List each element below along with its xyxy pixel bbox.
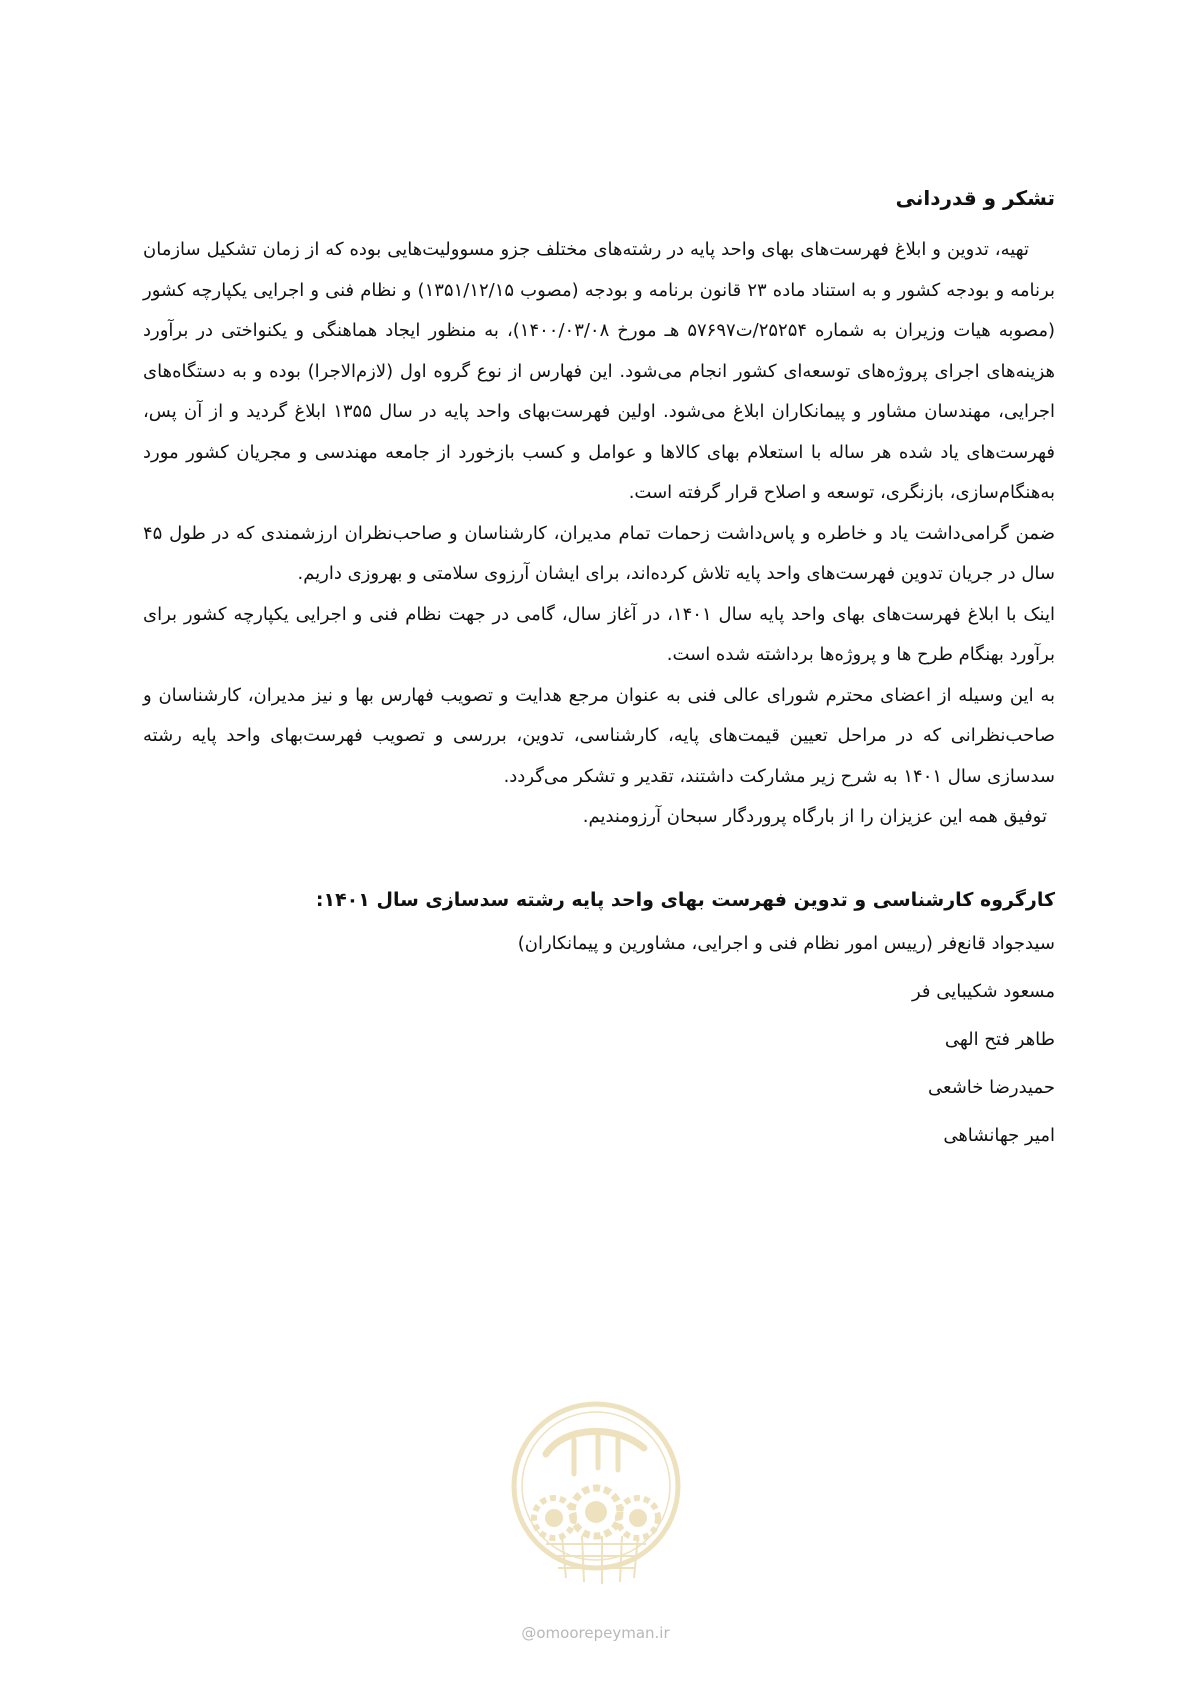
watermark-handle: @omoorepeyman.ir [521, 1624, 670, 1642]
paragraph-closing: توفیق همه این عزیزان را از بارگاه پروردگار سبحان آرزومندیم. [582, 806, 1047, 827]
gear-icon [618, 1498, 658, 1538]
member-item: حمیدرضا خاشعی [928, 1076, 1055, 1098]
gear-icon [534, 1498, 574, 1538]
member-item: طاهر فتح الهی [944, 1028, 1055, 1050]
gear-icon [572, 1488, 620, 1536]
member-item: امیر جهانشاهی [943, 1124, 1055, 1146]
page-title: تشکر و قدردانی [895, 186, 1055, 210]
watermark-logo [506, 1396, 686, 1596]
working-group-title: کارگروه کارشناسی و تدوین فهرست بهای واحد پایه رشته سدسازی سال ۱۴۰۱: [315, 888, 1055, 911]
document-content [143, 178, 1055, 1160]
member-item: سیدجواد قانع‌فر (رییس امور نظام فنی و اجرایی، مشاورین و پیمانکاران) [517, 932, 1055, 954]
paragraph-announcement: اینک با ابلاغ فهرست‌های بهای واحد پایه سال ۱۴۰۱، در آغاز سال، گامی در جهت نظام فنی و اجرایی یکپارچه کشور برای برآورد بهنگام طرح ها و پروژه‌ها برداشته شده است. [143, 603, 1055, 665]
member-item: مسعود شکیبایی فر [911, 980, 1055, 1002]
paragraph-honor: ضمن گرامی‌داشت یاد و خاطره و پاس‌داشت زحمات تمام مدیران، کارشناسان و صاحب‌نظران ارزشمندی که در طول ۴۵ سال در جریان تدوین فهرست‌های واحد پایه تلاش کرده‌اند، برای ایشان آرزوی سلامتی و بهروزی داریم. [143, 522, 1055, 584]
paragraph-thanks: به این وسیله از اعضای محترم شورای عالی فنی به عنوان مرجع هدایت و تصویب فهارس بها و نیز مدیران، کارشناسان و صاحب‌نظرانی که در مراحل تعیین قیمت‌های پایه، کارشناسی، تدوین، بررسی و تصویب فهرست‌بهای واحد پایه رشته سدسازی سال ۱۴۰۱ به شرح زیر مشارکت داشتند، تقدیر و تشکر می‌گردد. [143, 684, 1055, 787]
paragraph-intro: تهیه، تدوین و ابلاغ فهرست‌های بهای واحد پایه در رشته‌های مختلف جزو مسوولیت‌هایی بوده که از زمان تشکیل سازمان برنامه و بودجه کشور و به استناد ماده ۲۳ قانون برنامه و بودجه (مصوب ۱۳۵۱/۱۲/۱۵) و نظام فنی و اجرایی یکپارچه کشور (مصوبه هیات وزیران به شماره ۲۵۲۵۴/ت۵۷۶۹۷ هـ مورخ ۱۴۰۰/۰۳/۰۸)، به منظور ایجاد هماهنگی و یکنواختی در برآورد هزینه‌های اجرای پروژه‌های توسعه‌ای کشور انجام می‌شود. این فهارس از نوع گروه اول (لازم‌الاجرا) بوده و به دستگاه‌های اجرایی، مهندسان مشاور و پیمانکاران ابلاغ می‌شود. اولین فهرست‌بهای واحد پایه در سال ۱۳۵۵ ابلاغ گردید و از آن پس، فهرست‌های یاد شده هر ساله با استعلام بهای کالاها و عوامل و کسب بازخورد از جامعه مهندسی و مجریان کشور مورد به‌هنگام‌سازی، بازنگری، توسعه و اصلاح قرار گرفته است. [143, 239, 1055, 503]
